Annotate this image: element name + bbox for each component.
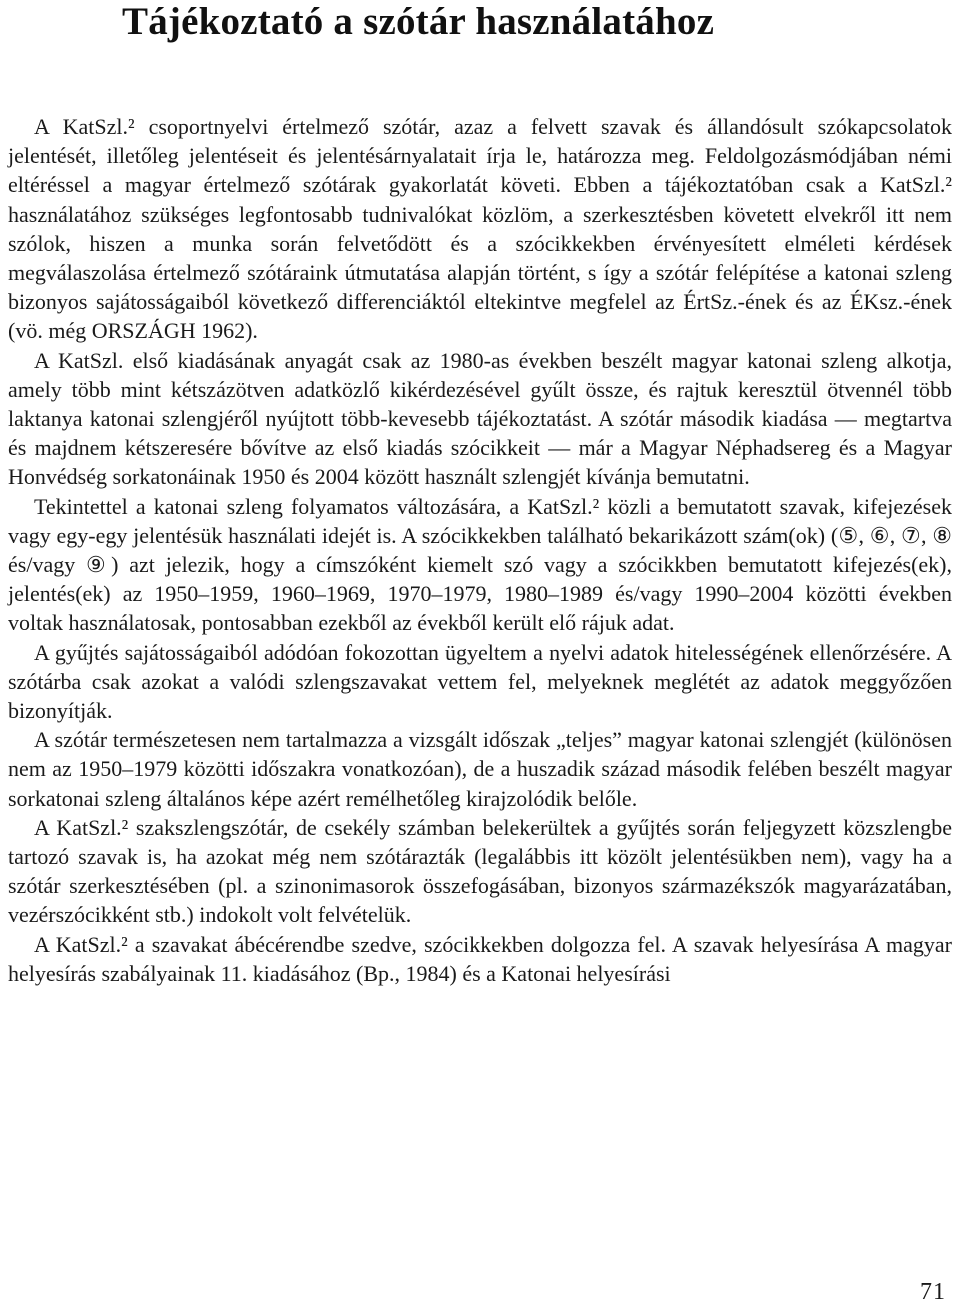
paragraph: A KatSzl.² csoportnyelvi értelmező szótár, azaz a felvett szavak és állandósult szókapcsolatok jelentését, illetőleg jelentéseit és jelentésárnyalatait írja le, határozza meg. Feldolgozásmódjában némi eltéréssel a magyar értelmező szótárak gyakorlatát követi. Ebben a tájékoztatóban csak a KatSzl.² használatához szükséges legfontosabb tudnivalókat közlöm, a szerkesztésben követett elvekről itt nem szólok, hiszen a munka során felvetődött és a szócikkekben érvényesített elméleti kérdések megválaszolása értelmező szótáraink útmutatása alapján történt, s így a szótár felépítése a katonai szleng bizonyos sajátosságaiból következő differenciáktól eltekintve megfelel az ÉrtSz.-ének és az ÉKsz.-ének (vö. még ORSZÁGH 1962). [8,114,952,344]
page-number: 71 [920,1279,946,1305]
paragraph: A KatSzl. első kiadásának anyagát csak az 1980-as években beszélt magyar katonai szleng alkotja, amely több mint kétszázötven adatközlő kikérdezésével gyűlt össze, és rajtuk keresztül ötvennél több laktanya katonai szlengjéről nyújtott több-kevesebb tájékoztatást. A szótár második kiadása — megtartva és majdnem kétszeresére bővítve az első kiadás szócikkeit — már a Magyar Néphadsereg és a Magyar Honvédség sorkatonáinak 1950 és 2004 között használt szlengjét kívánja bemutatni. [8,347,952,490]
paragraph: A KatSzl.² szakszlengszótár, de csekély számban belekerültek a gyűjtés során feljegyzett közszlengbe tartozó szavak is, ha azokat még nem szótárazták (legalábbis itt közölt jelentésükben nem), vagy ha a szótár szerkesztésében (pl. a szinonimasorok összefogásában, bizonyos származékszók magyarázatában, vezérszócikként stb.) indokolt volt felvételük. [8,814,952,928]
paragraph: A szótár természetesen nem tartalmazza a vizsgált időszak „teljes” magyar katonai szlengjét (különösen nem az 1950–1979 közötti időszakra vonatkozóan), de a huszadik század második felében beszélt magyar sorkatonai szleng általános képe azért remélhetőleg kirajzolódik belőle. [8,727,952,811]
paragraph: A gyűjtés sajátosságaiból adódóan fokozottan ügyeltem a nyelvi adatok hitelességének ellenőrzésére. A szótárba csak azokat a valódi szlengszavakat vettem fel, melyeknek meglétét az adatok meggyőzően bizonyítják. [8,639,952,724]
paragraph: Tekintettel a katonai szleng folyamatos változására, a KatSzl.² közli a bemutatott szavak, kifejezések vagy egy-egy jelentésük használati idejét is. A szócikkekben található bekarikázott szám(ok) (⑤, ⑥, ⑦, ⑧ és/vagy ⑨) azt jelezik, hogy a címszóként kiemelt szó vagy a szócikkben bemutatott kifejezés(ek), jelentés(ek) az 1950–1959, 1960–1969, 1970–1979, 1980–1989 és/vagy 1990–2004 közötti években voltak használatosak, pontosabban ezekből az évekből került elő rájuk adat. [8,493,952,636]
paragraph: A KatSzl.² a szavakat ábécérendbe szedve, szócikkekben dolgozza fel. A szavak helyesírása A magyar helyesírás szabályainak 11. kiadásához (Bp., 1984) és a Katonai helyesírási [8,931,952,986]
page-title: Tájékoztató a szótár használatához [122,0,715,43]
body-text [8,112,952,988]
